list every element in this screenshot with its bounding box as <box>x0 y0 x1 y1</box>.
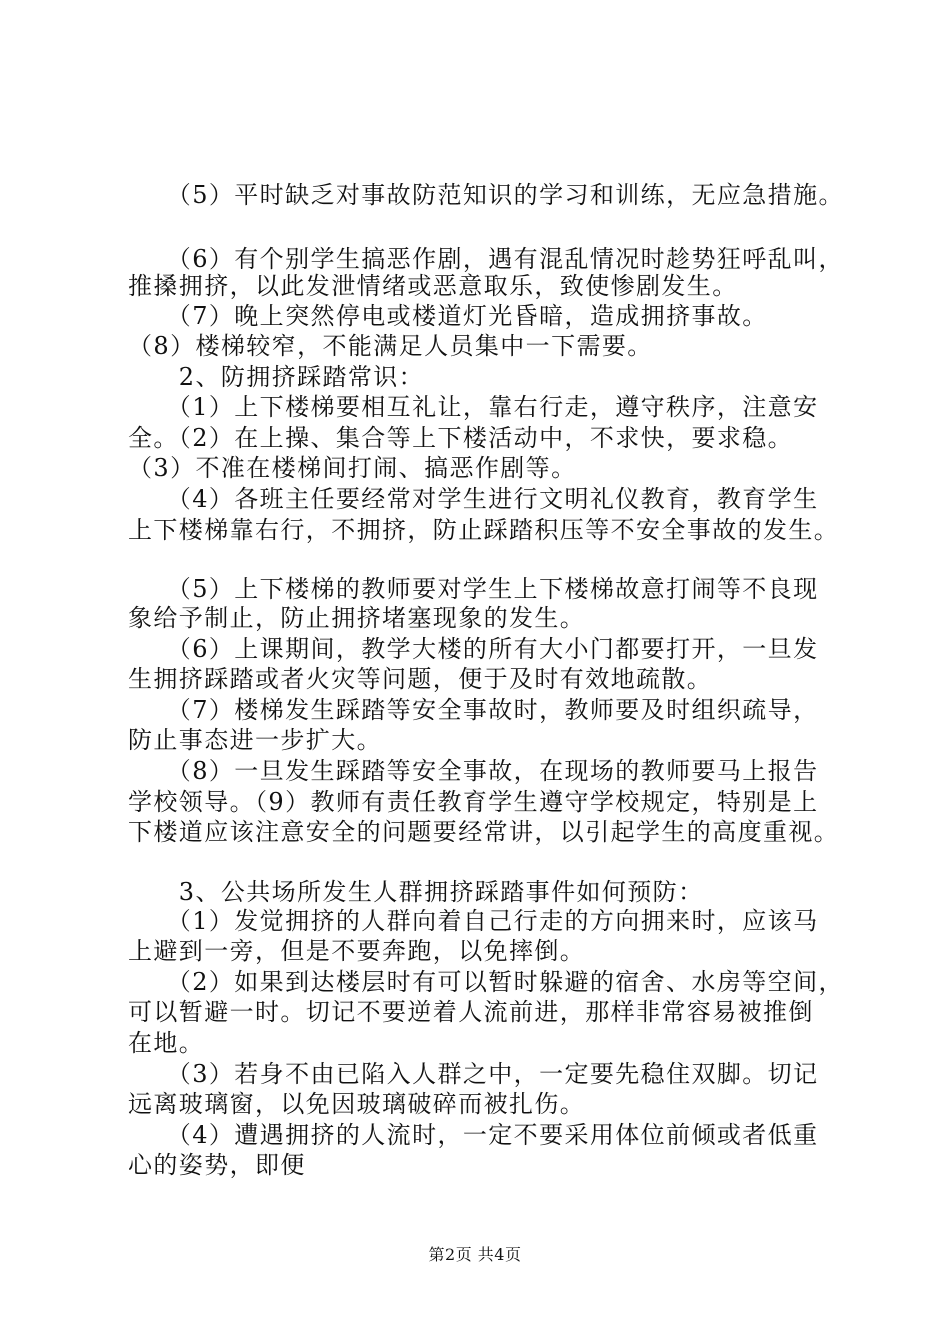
text-line: （1）发觉拥挤的人群向着自己行走的方向拥来时，应该马 <box>128 907 819 935</box>
text-line: （4）遭遇拥挤的人流时，一定不要采用体位前倾或者低重 <box>128 1121 819 1149</box>
text-line: 远离玻璃窗，以免因玻璃破碎而被扎伤。 <box>128 1090 586 1118</box>
text-line: （2）如果到达楼层时有可以暂时躲避的宿舍、水房等空间， <box>128 968 844 996</box>
text-line: （8）楼梯较窄，不能满足人员集中一下需要。 <box>128 332 653 360</box>
text-line: 2、防拥挤踩踏常识： <box>128 363 425 391</box>
text-line: 全。（2）在上操、集合等上下楼活动中，不求快，要求稳。 <box>128 424 794 452</box>
text-line: 上下楼梯靠右行，不拥挤，防止踩踏积压等不安全事故的发生。 <box>128 516 840 544</box>
page-footer: 第2页 共4页 <box>428 1245 522 1264</box>
text-line: （1）上下楼梯要相互礼让，靠右行走，遵守秩序，注意安 <box>128 393 819 421</box>
text-line: （5）平时缺乏对事故防范知识的学习和训练，无应急措施。 <box>128 181 844 209</box>
text-line: （7）楼梯发生踩踏等安全事故时，教师要及时组织疏导， <box>128 696 819 724</box>
text-line: 防止事态进一步扩大。 <box>128 726 382 754</box>
text-line: 上避到一旁，但是不要奔跑，以免摔倒。 <box>128 937 586 965</box>
text-line: 心的姿势，即便 <box>128 1151 306 1179</box>
text-line: （5）上下楼梯的教师要对学生上下楼梯故意打闹等不良现 <box>128 575 819 603</box>
text-line: （6）有个别学生搞恶作剧，遇有混乱情况时趁势狂呼乱叫， <box>128 245 844 273</box>
text-line: （4）各班主任要经常对学生进行文明礼仪教育，教育学生 <box>128 485 819 513</box>
text-line: 象给予制止，防止拥挤堵塞现象的发生。 <box>128 604 586 632</box>
text-line: 在地。 <box>128 1029 205 1057</box>
text-line: （3）若身不由已陷入人群之中，一定要先稳住双脚。切记 <box>128 1060 819 1088</box>
text-line: （6）上课期间，教学大楼的所有大小门都要打开，一旦发 <box>128 635 819 663</box>
text-line: 可以暂避一时。切记不要逆着人流前进，那样非常容易被推倒 <box>128 998 814 1026</box>
text-line: 下楼道应该注意安全的问题要经常讲，以引起学生的高度重视。 <box>128 818 840 846</box>
text-line: 学校领导。（9）教师有责任教育学生遵守学校规定，特别是上 <box>128 788 819 816</box>
text-line: （8）一旦发生踩踏等安全事故，在现场的教师要马上报告 <box>128 757 819 785</box>
text-line: 3、公共场所发生人群拥挤踩踏事件如何预防： <box>128 878 704 906</box>
text-line: 推搡拥挤，以此发泄情绪或恶意取乐，致使惨剧发生。 <box>128 272 738 300</box>
text-line: （3）不准在楼梯间打闹、搞恶作剧等。 <box>128 454 577 482</box>
text-line: （7）晚上突然停电或楼道灯光昏暗，造成拥挤事故。 <box>128 302 768 330</box>
text-line: 生拥挤踩踏或者火灾等问题，便于及时有效地疏散。 <box>128 665 713 693</box>
